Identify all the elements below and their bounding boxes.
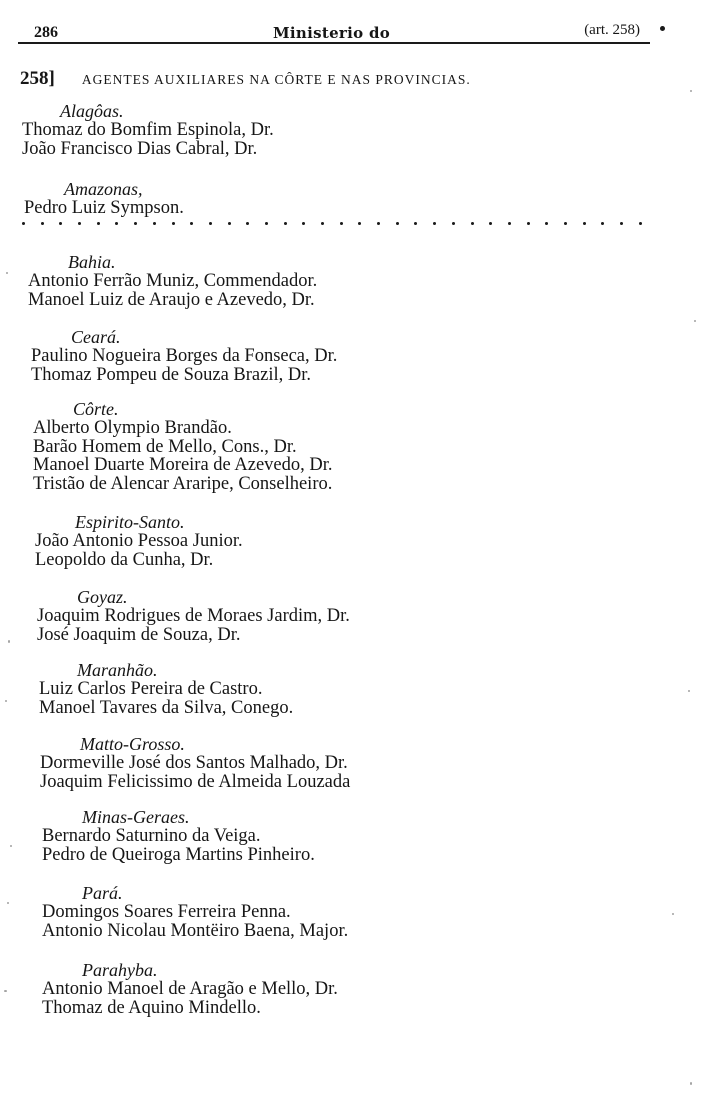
agent-line: Joaquim Felicissimo de Almeida Louzada xyxy=(40,771,351,792)
agent-line: Thomaz do Bomfim Espinola, Dr. xyxy=(22,120,274,140)
agent-line: Antonio Nicolau Montëiro Baena, Major. xyxy=(42,920,349,941)
agent-line: Barão Homem de Mello, Cons., Dr. xyxy=(33,436,297,457)
agent-line: Antonio Manoel de Aragão e Mello, Dr. xyxy=(42,979,338,999)
agent-line: Antonio Ferrão Muniz, Commendador. xyxy=(28,271,318,291)
running-title: Ministerio do xyxy=(273,24,391,42)
scan-speck xyxy=(690,1082,692,1085)
section-heading xyxy=(20,68,471,90)
agent-line: Alberto Olympio Brandão. xyxy=(33,418,232,438)
scan-speck xyxy=(690,90,692,92)
scan-speck xyxy=(10,845,12,847)
agent-line: Paulino Nogueira Borges da Fonseca, Dr. xyxy=(31,346,338,366)
section-title: AGENTES AUXILIARES NA CÔRTE E NAS PROVINCIAS. xyxy=(81,72,471,87)
agent-line: João Antonio Pessoa Junior. xyxy=(35,531,243,551)
province-name: Pará. xyxy=(82,883,123,903)
agent-line: José Joaquim de Souza, Dr. xyxy=(37,624,241,645)
running-header xyxy=(18,22,650,44)
province-name: Bahia. xyxy=(68,252,116,272)
agent-line: Pedro de Queiroga Martins Pinheiro. xyxy=(42,844,315,865)
scan-speck xyxy=(694,320,696,322)
scan-speck xyxy=(672,913,674,915)
province-block-maranhao xyxy=(39,660,293,717)
province-block-corte xyxy=(33,399,333,493)
province-name: Ceará. xyxy=(71,327,121,347)
section-number: 258] xyxy=(20,68,55,89)
scan-speck xyxy=(688,690,690,692)
scan-speck xyxy=(4,990,7,992)
scan-speck xyxy=(5,700,7,702)
province-block-para xyxy=(42,883,348,940)
agent-line: Pedro Luiz Sympson. xyxy=(24,198,184,218)
province-block-minas-geraes xyxy=(42,807,315,864)
province-name: Amazonas, xyxy=(64,179,143,199)
province-name: Maranhão. xyxy=(77,660,158,680)
province-block-goyaz xyxy=(37,587,350,644)
agent-line: Thomaz de Aquino Mindello. xyxy=(42,997,261,1018)
agent-line: Manoel Tavares da Silva, Conego. xyxy=(39,697,294,718)
agent-line: João Francisco Dias Cabral, Dr. xyxy=(22,138,258,159)
province-block-espirito-santo xyxy=(35,512,243,569)
province-name: Alagôas. xyxy=(60,101,124,121)
header-rule xyxy=(18,42,650,44)
margin-dot xyxy=(660,26,665,31)
province-block-parahyba xyxy=(42,960,338,1017)
province-name: Minas-Geraes. xyxy=(82,807,190,827)
province-name: Goyaz. xyxy=(77,587,128,607)
agent-line: Leopoldo da Cunha, Dr. xyxy=(35,549,214,570)
agent-line: Thomaz Pompeu de Souza Brazil, Dr. xyxy=(31,364,312,385)
agent-line: Domingos Soares Ferreira Penna. xyxy=(42,902,291,922)
scan-speck xyxy=(7,902,9,904)
province-name: Espirito-Santo. xyxy=(75,512,185,532)
scan-speck xyxy=(8,640,10,643)
agent-line: Bernardo Saturnino da Veiga. xyxy=(42,826,261,846)
province-block-ceara xyxy=(31,327,337,384)
article-reference: (art. 258) xyxy=(584,22,640,38)
province-name: Matto-Grosso. xyxy=(80,734,185,754)
agent-line: Tristão de Alencar Araripe, Conselheiro. xyxy=(33,473,333,494)
page-number: 286 xyxy=(34,24,58,41)
province-block-amazonas xyxy=(24,179,184,218)
scan-speck xyxy=(6,272,8,274)
province-name: Côrte. xyxy=(73,399,119,419)
dotted-separator xyxy=(22,222,642,232)
agent-line: Manoel Duarte Moreira de Azevedo, Dr. xyxy=(33,455,333,475)
agent-line: Manoel Luiz de Araujo e Azevedo, Dr. xyxy=(28,289,315,310)
agent-line: Luiz Carlos Pereira de Castro. xyxy=(39,679,263,699)
agent-line: Joaquim Rodrigues de Moraes Jardim, Dr. xyxy=(37,606,350,626)
agent-line: Dormeville José dos Santos Malhado, Dr. xyxy=(40,753,348,773)
province-block-alagoas xyxy=(22,101,274,158)
province-name: Parahyba. xyxy=(82,960,158,980)
province-block-matto-grosso xyxy=(40,734,350,791)
province-block-bahia xyxy=(28,252,317,309)
